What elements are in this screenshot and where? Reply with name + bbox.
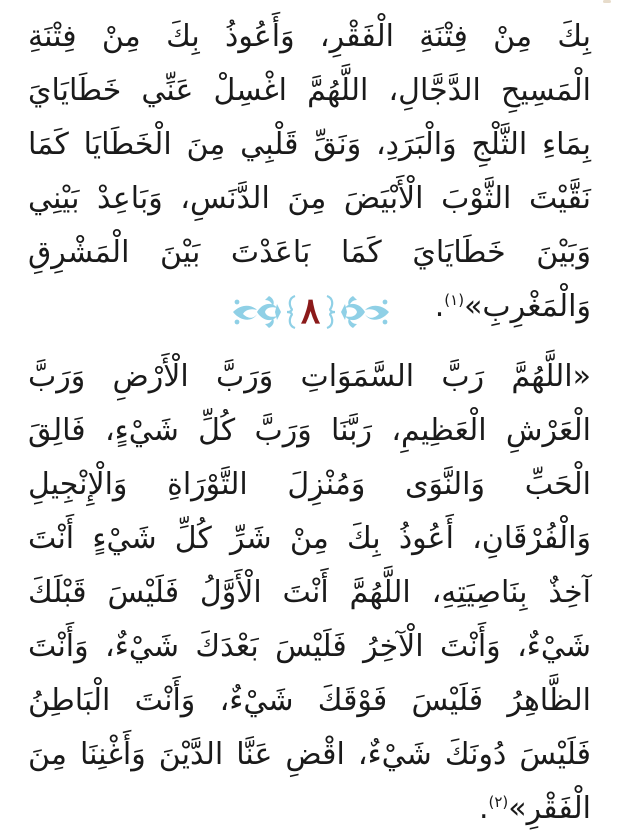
section-divider bbox=[0, 282, 621, 342]
passage-2-end: . bbox=[478, 791, 489, 826]
section-number: ٨ bbox=[300, 290, 321, 332]
passage-1-end: . bbox=[434, 289, 445, 324]
passage-2 bbox=[28, 350, 591, 836]
footnote-ref-1[interactable]: (١) bbox=[444, 291, 465, 309]
footnote-ref-2[interactable]: (٢) bbox=[488, 793, 509, 811]
corner-mark bbox=[603, 0, 611, 3]
passage-2-text: «اللَّهُمَّ رَبَّ السَّمَوَاتِ وَرَبَّ الْأَرْضِ وَرَبَّ الْعَرْشِ الْعَظِيمِ، رَبَّنَا وَرَبَّ كُلِّ شَيْءٍ، فَالِقَ الْحَبِّ وَالنَّوَى وَمُنْزِلَ التَّوْرَاةِ وَالْإِنْجِيلِ وَالْفُرْقَانِ، أَعُوذُ بِكَ مِنْ شَرِّ كُلِّ شَيْءٍ أَنْتَ آخِذٌ بِنَاصِيَتِهِ، اللَّهُمَّ أَنْتَ الْأَوَّلُ فَلَيْسَ قَبْلَكَ شَيْءٌ، وَأَنْتَ الْآخِرُ فَلَيْسَ بَعْدَكَ شَيْءٌ، وَأَنْتَ الظَّاهِرُ فَلَيْسَ فَوْقَكَ شَيْءٌ، وَأَنْتَ الْبَاطِنُ فَلَيْسَ دُونَكَ شَيْءٌ، اقْضِ عَنَّا الدَّيْنَ وَأَغْنِنَا مِنَ الْفَقْرِ» bbox=[28, 359, 591, 826]
passage-1-text: بِكَ مِنْ فِتْنَةِ الْفَقْرِ، وَأَعُوذُ بِكَ مِنْ فِتْنَةِ الْمَسِيحِ الدَّجَّالِ، اللَّهُمَّ اغْسِلْ عَنِّي خَطَايَايَ بِمَاءِ الثَّلْجِ وَالْبَرَدِ، وَنَقِّ قَلْبِي مِنَ الْخَطَايَا كَمَا نَقَّيْتَ الثَّوْبَ الْأَبْيَضَ مِنَ الدَّنَسِ، وَبَاعِدْ بَيْنِي وَبَيْنَ خَطَايَايَ كَمَا بَاعَدْتَ بَيْنَ الْمَشْرِقِ وَالْمَغْرِبِ» bbox=[28, 19, 591, 324]
